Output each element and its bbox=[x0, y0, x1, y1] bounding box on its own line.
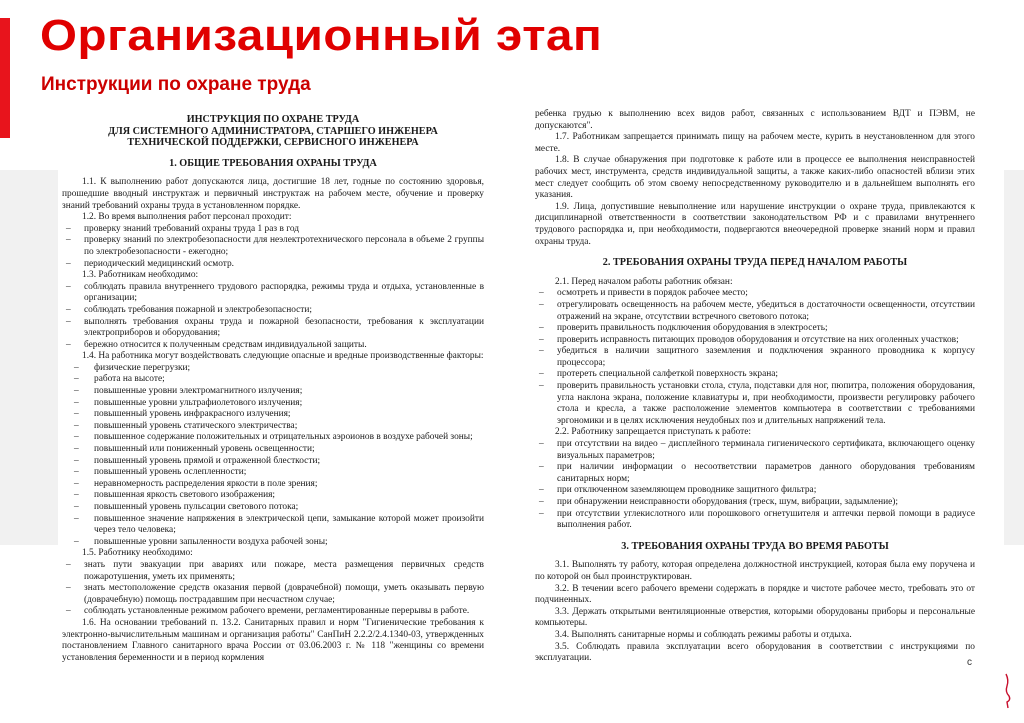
paragraph-1-3: 1.3. Работникам необходимо: bbox=[82, 270, 199, 281]
list-item: – повышенный или пониженный уровень освещенности; bbox=[62, 444, 484, 456]
list-1-3 bbox=[62, 282, 484, 352]
list-item: – соблюдать требования пожарной и электробезопасности; bbox=[62, 305, 484, 317]
list-item: – при отключенном заземляющем проводнике защитного фильтра; bbox=[535, 485, 975, 497]
document-column-left bbox=[62, 114, 484, 664]
list-item: – убедиться в наличии защитного заземления и подключения экранного проводника к корпусу процессора; bbox=[535, 346, 975, 369]
document-column-right bbox=[535, 109, 975, 665]
list-item: – повышенное значение напряжения в электрической цепи, замыкание которой может произойти через тело человека; bbox=[62, 514, 484, 537]
paragraph-3-4: 3.4. Выполнять санитарные нормы и соблюдать режимы работы и отдыха. bbox=[555, 629, 852, 640]
list-item: – неравномерность распределения яркости в поле зрения; bbox=[62, 479, 484, 491]
list-item: – бережно относится к полученным средствам индивидуальной защиты. bbox=[62, 340, 484, 352]
paragraph-1-8: 1.8. В случае обнаружения при подготовке к работе или в процессе ее выполнения неисправностей рабочих мест, инструмента, средств индивидуальной защиты, а также каких-либо опасностей вблизи этих мест следует сообщить об этом своему непосредственному руководителю и в дальнейшем выполнять его указания. bbox=[535, 155, 975, 201]
document-heading-line: ТЕХНИЧЕСКОЙ ПОДДЕРЖКИ, СЕРВИСНОГО ИНЖЕНЕРА bbox=[127, 137, 419, 149]
list-item: – повышенные уровни запыленности воздуха рабочей зоны; bbox=[62, 537, 484, 549]
list-item: – выполнять требования охраны труда и пожарной безопасности, требования к эксплуатации электроприборов и оборудования; bbox=[62, 317, 484, 340]
paragraph-1-4: 1.4. На работника могут воздействовать следующие опасные и вредные производственные факторы: bbox=[82, 351, 484, 362]
list-item: – периодический медицинский осмотр. bbox=[62, 259, 484, 271]
list-item: – повышенные уровни электромагнитного излучения; bbox=[62, 386, 484, 398]
list-item: – проверить правильность подключения оборудования в электросеть; bbox=[535, 323, 975, 335]
list-item: – при наличии информации о несоответствии параметров данного оборудования требованиям санитарных норм; bbox=[535, 462, 975, 485]
paragraph-3-3: 3.3. Держать открытыми вентиляционные отверстия, которыми оборудованы приборы и персональные компьютеры. bbox=[535, 606, 975, 629]
slide-title: Организационный этап bbox=[40, 11, 603, 60]
list-1-5 bbox=[62, 560, 484, 618]
paragraph-1-9: 1.9. Лица, допустившие невыполнение или нарушение инструкции о охране труда, привлекаются к дисциплинарной ответственности в соответствии законодательством РФ и с правилами внутреннего трудового распорядка и, при необходимости, подвергаются внеочередной проверке знаний норм и правил охраны труда. bbox=[535, 201, 975, 247]
paragraph-3-2: 3.2. В течении всего рабочего времени содержать в порядке и чистоте рабочее место, требовать это от подчиненных. bbox=[535, 583, 975, 606]
corner-letter: c bbox=[967, 657, 972, 668]
document-heading-line: ИНСТРУКЦИЯ ПО ОХРАНЕ ТРУДА bbox=[186, 114, 360, 125]
paragraph-2-2: 2.2. Работнику запрещается приступать к работе: bbox=[555, 427, 752, 438]
list-item: – соблюдать правила внутреннего трудового распорядка, режимы труда и отдыха, установленные в организации; bbox=[62, 282, 484, 305]
section-1-title: 1. ОБЩИЕ ТРЕБОВАНИЯ ОХРАНЫ ТРУДА bbox=[169, 157, 377, 169]
list-item: – знать местоположение средств оказания первой (доврачебной) помощи, уметь оказывать первую (доврачебную) помощь пострадавшим при несчастном случае; bbox=[62, 583, 484, 606]
paragraph-3-5: 3.5. Соблюдать правила эксплуатации всего оборудования в соответствии с инструкциями по эксплуатации. bbox=[535, 641, 975, 664]
list-item: – проверить исправность питающих проводов оборудования и отсутствие на них оголенных участков; bbox=[535, 335, 975, 347]
list-item: – при отсутствии на видео – дисплейного терминала гигиенического сертификата, включающего оценку визуальных параметров; bbox=[535, 439, 975, 462]
paragraph-1-6-continued: ребенка грудью к выполнению всех видов работ, связанных с использованием ВДТ и ПЭВМ, не допускаются". bbox=[535, 109, 975, 131]
list-item: – повышенный уровень прямой и отраженной блесткости; bbox=[62, 456, 484, 468]
slide-subtitle: Инструкции по охране труда bbox=[41, 74, 311, 95]
document-heading-line: ДЛЯ СИСТЕМНОГО АДМИНИСТРАТОРА, СТАРШЕГО ИНЖЕНЕРА bbox=[108, 125, 438, 137]
list-item: – проверку знаний по электробезопасности для неэлектротехнического персонала в объеме 2 группы по электробезопасности - ежегодно; bbox=[62, 235, 484, 258]
list-item: – работа на высоте; bbox=[62, 374, 484, 386]
paragraph-3-1: 3.1. Выполнять ту работу, которая определена должностной инструкцией, которая была ему поручена и по которой он был проинструктирован. bbox=[535, 560, 975, 582]
section-3-title: 3. ТРЕБОВАНИЯ ОХРАНЫ ТРУДА ВО ВРЕМЯ РАБОТЫ bbox=[621, 540, 889, 552]
list-item: – повышенный уровень ослепленности; bbox=[62, 467, 484, 479]
paragraph-1-7: 1.7. Работникам запрещается принимать пищу на рабочем месте, курить в неустановленном для этого месте. bbox=[535, 132, 975, 154]
list-item: – при отсутствии углекислотного или порошкового огнетушителя и аптечки первой помощи в радиусе выполнения работ. bbox=[535, 509, 975, 532]
accent-bar bbox=[0, 18, 10, 138]
paragraph-1-5: 1.5. Работнику необходимо: bbox=[82, 548, 193, 559]
list-item: – протереть специальной салфеткой поверхность экрана; bbox=[535, 369, 975, 381]
list-item: – осмотреть и привести в порядок рабочее место; bbox=[535, 288, 975, 300]
list-item: – проверить правильность установки стола, стула, подставки для ног, пюпитра, положения оборудования, угла наклона экрана, положение клавиатуры и, при необходимости, произвести регулировку рабочего стола и кресла, а также расположение элементов компьютера в соответствии с требованиями эргономики и в целях исключения неудобных поз и длительных напряжений тела. bbox=[535, 381, 975, 427]
background-band-left bbox=[0, 170, 58, 545]
paragraph-1-2: 1.2. Во время выполнения работ персонал проходит: bbox=[82, 212, 292, 223]
list-item: – отрегулировать освещенность на рабочем месте, убедиться в достаточности освещенности, отсутствии отражений на экране, отсутствии встречного светового потока; bbox=[535, 300, 975, 323]
list-item: – при обнаружении неисправности оборудования (треск, шум, вибрации, задымление); bbox=[535, 497, 975, 509]
list-item: – повышенный уровень инфракрасного излучения; bbox=[62, 409, 484, 421]
background-band-right bbox=[1004, 170, 1024, 545]
list-item: – физические перегрузки; bbox=[62, 363, 484, 375]
paragraph-1-6: 1.6. На основании требований п. 13.2. Санитарных правил и норм "Гигиенические требования к электронно-вычислительным машинам и организация работы" СанПиН 2.2.2/2.4.1340-03, утвержденных постановлением Главного санитарного врача России от 03.06.2003 г. № 118 "женщины со времени установления беременности и в период кормления bbox=[62, 617, 484, 663]
list-item: – повышенная яркость светового изображения; bbox=[62, 490, 484, 502]
paragraph-1-1: 1.1. К выполнению работ допускаются лица, достигшие 18 лет, годные по состоянию здоровья, прошедшие вводный инструктаж и первичный инструктаж на рабочем месте, обучение и проверку знаний требований охраны труда в установленном порядке. bbox=[62, 177, 484, 211]
signature-mark-icon bbox=[1003, 672, 1013, 710]
list-1-4 bbox=[62, 363, 484, 549]
list-item: – знать пути эвакуации при авариях или пожаре, места размещения первичных средств пожаротушения, уметь их применять; bbox=[62, 560, 484, 583]
section-2-title: 2. ТРЕБОВАНИЯ ОХРАНЫ ТРУДА ПЕРЕД НАЧАЛОМ РАБОТЫ bbox=[602, 257, 908, 269]
list-2-2 bbox=[535, 439, 975, 532]
list-1-2 bbox=[62, 224, 484, 270]
list-2-1 bbox=[535, 288, 975, 427]
list-item: – проверку знаний требований охраны труда 1 раз в год bbox=[62, 224, 484, 236]
list-item: – повышенные уровни ультрафиолетового излучения; bbox=[62, 398, 484, 410]
list-item: – повышенный уровень пульсации светового потока; bbox=[62, 502, 484, 514]
list-item: – повышенное содержание положительных и отрицательных аэроионов в воздухе рабочей зоны; bbox=[62, 432, 484, 444]
paragraph-2-1: 2.1. Перед началом работы работник обязан: bbox=[555, 276, 733, 287]
list-item: – соблюдать установленные режимом рабочего времени, регламентированные перерывы в работе. bbox=[62, 606, 484, 618]
list-item: – повышенный уровень статического электричества; bbox=[62, 421, 484, 433]
